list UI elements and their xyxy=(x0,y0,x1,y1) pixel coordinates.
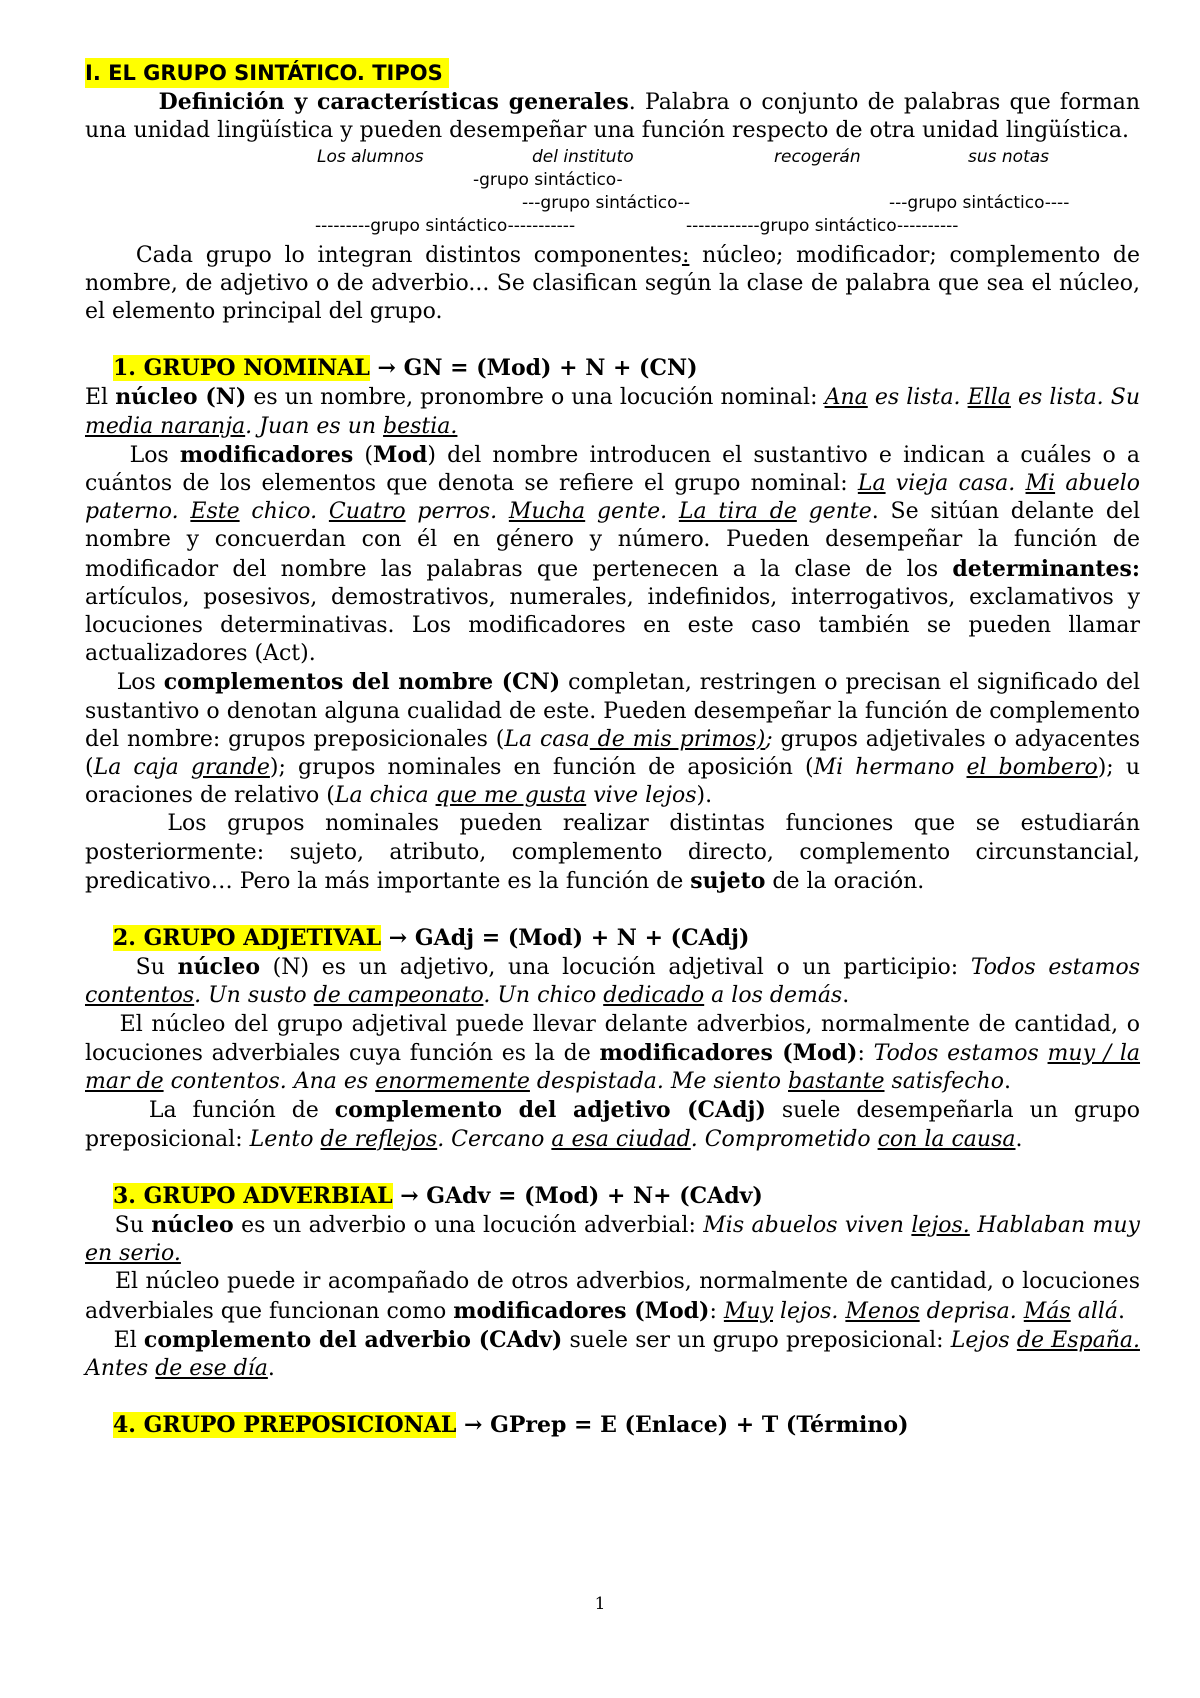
diagram-row3-right: ------------grupo sintáctico---------- xyxy=(686,215,959,236)
s2-p2-c: : xyxy=(857,1040,874,1066)
s1-p3-x5: grande xyxy=(190,755,270,781)
s1-p2-x3: Mi xyxy=(1025,471,1056,497)
s2-heading-row xyxy=(85,924,1140,953)
s1-p1-b: núcleo (N) xyxy=(115,384,247,411)
s2-p1-x7: a los demás xyxy=(704,983,843,1009)
s1-p3-f: ); u oraciones de relativo ( xyxy=(85,755,1140,809)
s1-p1-e4: es lista. Su xyxy=(1010,385,1140,411)
s1-p1-e2: es lista. xyxy=(867,385,968,411)
s2-p2-a: El núcleo del grupo adjetival puede llevar delante adverbios, normalmente de cantidad, o locuciones adverbiales cuya función es la de xyxy=(85,1011,1140,1066)
s2-p1-x2: contentos xyxy=(85,983,195,1009)
document-title-row xyxy=(85,58,1140,88)
s1-p2-x10: gente. xyxy=(585,499,679,525)
intro2-a: Cada grupo lo integran distintos componentes xyxy=(135,242,682,268)
diagram-word-1: Los alumnos xyxy=(317,146,424,167)
s2-p2-x3: contentos. Ana es xyxy=(163,1069,376,1095)
diagram-word-2: del instituto xyxy=(532,146,634,167)
syntax-diagram xyxy=(85,146,1140,242)
s1-p1-a: El xyxy=(85,385,116,411)
s3-p3 xyxy=(85,1326,1140,1383)
s1-p2-f: . Se sitúan delante del nombre y concuerdan con él en género y número. Pueden desempeñar la función de modificador del nombre las palabras que pertenecen a la clase de los xyxy=(85,499,1141,582)
s3-p3-c: suele ser un grupo preposicional: xyxy=(562,1327,951,1353)
s1-heading-row xyxy=(85,354,1140,383)
s3-p2-d: . xyxy=(1118,1298,1126,1324)
s3-p2-x6: allá xyxy=(1070,1298,1119,1324)
s1-p2-x7: Cuatro xyxy=(328,499,406,525)
s1-p1-e6: . Juan es un xyxy=(245,413,384,439)
page-number: 1 xyxy=(594,1594,606,1614)
s3-p3-a: El xyxy=(113,1327,144,1353)
s2-p3-x4: a esa ciudad xyxy=(551,1126,691,1152)
s1-p2-x1: La xyxy=(857,471,886,497)
s1-p2-x4: abuelo paterno. xyxy=(85,471,1140,525)
s1-p3-g: ). xyxy=(696,783,713,809)
s3-p3-x1: Lejos xyxy=(950,1327,1017,1353)
s1-p2-x9: Mucha xyxy=(508,499,586,525)
s3-p2-x4: deprisa. xyxy=(919,1298,1024,1324)
s3-p1-a: Su xyxy=(114,1212,152,1238)
s2-p3-x6: con la causa xyxy=(877,1126,1016,1152)
s3-p1-x3: Hablaban muy xyxy=(969,1212,1140,1238)
s3-p3-b: complemento del adverbio (CAdv) xyxy=(143,1326,563,1353)
s1-p3-x7: el bombero xyxy=(966,755,1098,781)
s1-p3-x9: que me gusta xyxy=(435,783,587,809)
s3-p1-x4: en serio. xyxy=(85,1241,181,1267)
s2-p2-x4: enormemente xyxy=(375,1069,530,1095)
s3-p3-x2: de España. xyxy=(1016,1327,1140,1353)
s1-p2-x5: Este xyxy=(190,499,240,525)
s2-p3-x1: Lento xyxy=(249,1126,321,1152)
s3-p1-c: es un adverbio o una locución adverbial: xyxy=(233,1212,704,1238)
intro2-b: núcleo; modificador; complemento de nombre, de adjetivo o de adverbio... Se clasifican según la clase de palabra que sea el núcleo, el elemento principal del grupo. xyxy=(85,242,1140,325)
s2-p1-x5: . Un chico xyxy=(483,983,604,1009)
diagram-row3-left: ---------grupo sintáctico----------- xyxy=(315,215,576,236)
s3-p2-a: El núcleo puede ir acompañado de otros adverbios, normalmente de cantidad, o locuciones adverbiales que funcionan como xyxy=(85,1269,1140,1324)
intro-paragraph xyxy=(85,88,1140,145)
s1-heading: 1. GRUPO NOMINAL xyxy=(112,355,370,382)
diagram-row1: -grupo sintáctico- xyxy=(473,169,623,190)
s1-p2-e: ) del nombre introducen el sustantivo e indican a cuáles o a cuántos de los elementos que denota se refiere el grupo nominal: xyxy=(85,442,1141,497)
s1-p3-d: grupos adjetivales o adyacentes ( xyxy=(85,726,1140,781)
s3-heading: 3. GRUPO ADVERBIAL xyxy=(112,1182,393,1209)
s4-heading: 4. GRUPO PREPOSICIONAL xyxy=(112,1412,457,1439)
s1-p4-c: de la oración. xyxy=(765,868,925,894)
s1-p3-x2: de mis primos) xyxy=(589,726,766,752)
s3-p2-x2: lejos. xyxy=(773,1298,846,1324)
intro2-colon: : xyxy=(681,242,690,268)
s1-p2-x2: vieja casa. xyxy=(885,471,1026,497)
s1-p3-x8: La chica xyxy=(334,783,436,809)
s2-p2-x5: despistada. Me siento xyxy=(529,1069,789,1095)
s1-p2 xyxy=(85,441,1140,669)
s1-p4-b: sujeto xyxy=(690,867,766,894)
s2-p3-d: . xyxy=(1015,1126,1023,1152)
s1-p1-e1: Ana xyxy=(824,385,868,411)
s1-p4 xyxy=(85,810,1140,896)
s2-p2-x6: bastante xyxy=(788,1069,885,1095)
s1-p2-x8: perros. xyxy=(405,499,509,525)
s1-p1-e3: Ella xyxy=(967,385,1011,411)
s1-p3-x3: ; xyxy=(765,726,773,752)
s1-p3-x6: Mi hermano xyxy=(813,755,967,781)
s3-heading-row xyxy=(85,1182,1140,1211)
diagram-row2-left: ---grupo sintáctico-- xyxy=(522,192,691,213)
s1-p2-x11: La tira de xyxy=(678,499,797,525)
s1-p1-e7: bestia. xyxy=(383,413,458,439)
s1-p3-x10: vive lejos xyxy=(586,783,697,809)
s2-p2 xyxy=(85,1011,1140,1097)
s4-formula: → GPrep = E (Enlace) + T (Término) xyxy=(456,1412,909,1439)
s2-p3-c: suele desempeñarla un grupo preposicional: xyxy=(85,1098,1141,1152)
s2-p2-x1: Todos estamos xyxy=(873,1040,1048,1066)
s3-p2-c: : xyxy=(709,1298,724,1324)
s1-p3-a: Los xyxy=(116,670,164,696)
s3-p2-x1: Muy xyxy=(723,1298,773,1324)
s2-p1-x6: dedicado xyxy=(603,983,705,1009)
s1-p1-e5: media naranja xyxy=(85,413,246,439)
document-title: I. EL GRUPO SINTÁTICO. TIPOS xyxy=(85,58,449,88)
intro-label: Definición y características generales xyxy=(158,89,629,116)
s1-p1-c: es un nombre, pronombre o una locución nominal: xyxy=(246,385,825,411)
s2-p3 xyxy=(85,1096,1140,1153)
s2-p1-b: núcleo xyxy=(177,954,261,981)
s1-formula: → GN = (Mod) + N + (CN) xyxy=(369,355,698,382)
s3-p2-x3: Menos xyxy=(845,1298,920,1324)
s2-p1 xyxy=(85,953,1140,1010)
s3-p1-x2: lejos. xyxy=(911,1212,970,1238)
diagram-word-4: sus notas xyxy=(968,146,1050,167)
s3-p2-x5: Más xyxy=(1023,1298,1071,1324)
s1-p1 xyxy=(85,383,1140,440)
s3-p1-b: núcleo xyxy=(151,1211,234,1238)
s2-p2-x7: satisfecho xyxy=(884,1069,1004,1095)
s1-p3-e: ); grupos nominales en función de aposición ( xyxy=(269,755,814,781)
s1-p2-x6: chico. xyxy=(239,499,329,525)
s2-p1-c: (N) es un adjetivo, una locución adjetival o un participio: xyxy=(260,955,971,981)
s3-p3-x3: Antes xyxy=(85,1355,156,1381)
s1-p4-a: Los grupos nominales pueden realizar distintas funciones que se estudiarán posteriormente: sujeto, atributo, complemento directo, complemento circunstancial, predicativo… Pero la más importante es la función de xyxy=(85,811,1140,894)
s2-p1-x1: Todos estamos xyxy=(970,955,1140,981)
intro-text: . Palabra o conjunto de palabras que forman una unidad lingüística y pueden desempeñar una función respecto de otra unidad lingüística. xyxy=(85,90,1140,144)
s3-p1 xyxy=(85,1211,1140,1268)
s1-p2-c: ( xyxy=(353,442,373,468)
s4-heading-row xyxy=(85,1411,1140,1440)
s2-p1-d: . xyxy=(842,983,850,1009)
s1-p2-h: artículos, posesivos, demostrativos, numerales, indefinidos, interrogativos, exclamativos y locuciones determinativas. Los modificadores en este caso también se pueden llamar actualizadores (Act). xyxy=(85,584,1140,667)
s2-p3-a: La función de xyxy=(148,1098,335,1124)
s3-p2-b: modificadores (Mod) xyxy=(453,1297,710,1324)
s2-formula: → GAdj = (Mod) + N + (CAdj) xyxy=(381,925,750,952)
s2-p2-d: . xyxy=(1003,1069,1011,1095)
s2-p3-x3: . Cercano xyxy=(437,1126,552,1152)
document-page xyxy=(85,58,1140,1440)
diagram-word-3: recogerán xyxy=(774,146,861,167)
s3-p3-x4: de ese día xyxy=(155,1355,268,1381)
s2-p3-x2: de reflejos xyxy=(320,1126,438,1152)
s2-heading: 2. GRUPO ADJETIVAL xyxy=(112,925,382,952)
s2-p2-x2: muy / la mar de xyxy=(85,1040,1141,1095)
s1-p3-c: completan, restringen o precisan el significado del sustantivo o denotan alguna cualidad de este. Pueden desempeñar la función de complemento del nombre: grupos preposicionales ( xyxy=(85,670,1141,752)
s1-p2-b: modificadores xyxy=(179,441,354,468)
s2-p3-b: complemento del adjetivo (CAdj) xyxy=(334,1097,766,1124)
s1-p3-x4: La caja xyxy=(93,755,191,781)
s2-p1-x4: de campeonato xyxy=(313,983,484,1009)
s1-p3 xyxy=(85,668,1140,810)
s1-p3-b: complementos del nombre (CN) xyxy=(163,669,561,696)
intro2-paragraph xyxy=(85,242,1140,327)
s1-p2-a: Los xyxy=(129,442,180,468)
diagram-row2-right: ---grupo sintáctico---- xyxy=(889,192,1070,213)
s3-formula: → GAdv = (Mod) + N+ (CAdv) xyxy=(392,1182,763,1209)
s1-p3-x1: La casa xyxy=(504,726,590,752)
s2-p1-a: Su xyxy=(135,955,178,981)
s2-p2-b: modificadores (Mod) xyxy=(599,1039,858,1066)
s3-p3-d: . xyxy=(267,1355,275,1381)
s1-p2-d: Mod xyxy=(372,441,428,468)
s2-p3-x5: . Comprometido xyxy=(690,1126,878,1152)
s1-p2-x12: gente xyxy=(796,499,872,525)
s3-p1-x1: Mis abuelos viven xyxy=(703,1212,912,1238)
s3-p2 xyxy=(85,1268,1140,1325)
s2-p1-x3: . Un susto xyxy=(194,983,314,1009)
s1-p2-g: determinantes: xyxy=(952,555,1140,582)
